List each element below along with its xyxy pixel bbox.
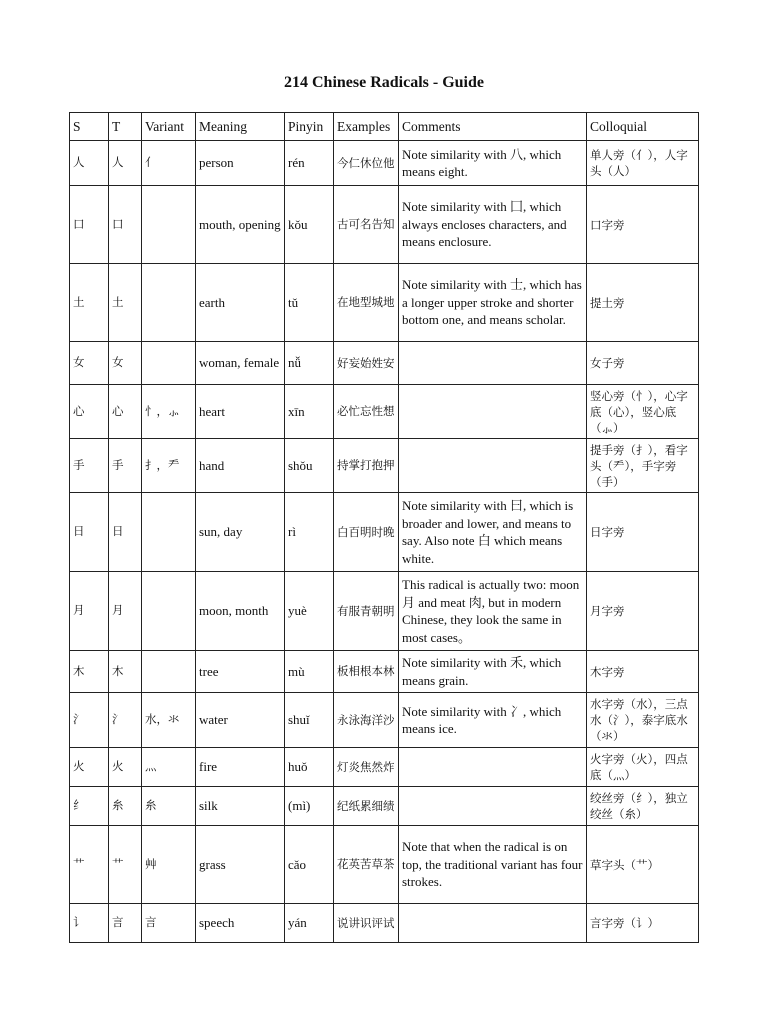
- colloquial-cell: 火字旁（火），四点底（灬）: [587, 748, 699, 787]
- meaning-cell: moon, month: [196, 572, 285, 651]
- variant-cell: [142, 572, 196, 651]
- examples-cell: 必忙忘性想: [334, 385, 399, 439]
- examples-cell: 纪纸累细绩: [334, 787, 399, 826]
- table-row: [70, 493, 699, 572]
- pinyin-cell: kǒu: [285, 186, 334, 264]
- table-row: [70, 186, 699, 264]
- traditional-cell: 氵: [109, 693, 142, 748]
- examples-cell: 有服青朝明: [334, 572, 399, 651]
- traditional-cell: 人: [109, 141, 142, 186]
- traditional-cell: 木: [109, 651, 142, 693]
- variant-cell: 灬: [142, 748, 196, 787]
- meaning-cell: mouth, opening: [196, 186, 285, 264]
- simplified-cell: 土: [70, 264, 109, 342]
- traditional-cell: 火: [109, 748, 142, 787]
- header-pinyin: Pinyin: [285, 113, 334, 141]
- table-row: [70, 904, 699, 943]
- header-s: S: [70, 113, 109, 141]
- simplified-cell: 月: [70, 572, 109, 651]
- variant-cell: [142, 493, 196, 572]
- examples-cell: 灯炎焦然炸: [334, 748, 399, 787]
- variant-cell: 糸: [142, 787, 196, 826]
- comments-cell: This radical is actually two: moon 月 and meat 肉, but in modern Chinese, they look the same in most cases。: [399, 572, 587, 651]
- pinyin-cell: rén: [285, 141, 334, 186]
- pinyin-cell: huǒ: [285, 748, 334, 787]
- colloquial-cell: 提土旁: [587, 264, 699, 342]
- colloquial-cell: 单人旁（亻），人字头（人）: [587, 141, 699, 186]
- table-row: [70, 572, 699, 651]
- comments-cell: [399, 385, 587, 439]
- header-t: T: [109, 113, 142, 141]
- traditional-cell: 心: [109, 385, 142, 439]
- colloquial-cell: 日字旁: [587, 493, 699, 572]
- comments-cell: Note similarity with 禾, which means grain.: [399, 651, 587, 693]
- pinyin-cell: xīn: [285, 385, 334, 439]
- pinyin-cell: mù: [285, 651, 334, 693]
- header-row: [70, 113, 699, 141]
- pinyin-cell: tǔ: [285, 264, 334, 342]
- examples-cell: 永泳海洋沙: [334, 693, 399, 748]
- comments-cell: Note similarity with 冫, which means ice.: [399, 693, 587, 748]
- header-meaning: Meaning: [196, 113, 285, 141]
- variant-cell: [142, 186, 196, 264]
- pinyin-cell: shuǐ: [285, 693, 334, 748]
- traditional-cell: 言: [109, 904, 142, 943]
- colloquial-cell: 提手旁（扌），看字头（龵），手字旁（手）: [587, 439, 699, 493]
- meaning-cell: grass: [196, 826, 285, 904]
- table-row: [70, 342, 699, 385]
- meaning-cell: earth: [196, 264, 285, 342]
- simplified-cell: 口: [70, 186, 109, 264]
- traditional-cell: 月: [109, 572, 142, 651]
- meaning-cell: hand: [196, 439, 285, 493]
- table-row: [70, 748, 699, 787]
- simplified-cell: 人: [70, 141, 109, 186]
- header-comments: Comments: [399, 113, 587, 141]
- table-row: [70, 385, 699, 439]
- simplified-cell: 纟: [70, 787, 109, 826]
- simplified-cell: 心: [70, 385, 109, 439]
- colloquial-cell: 木字旁: [587, 651, 699, 693]
- header-variant: Variant: [142, 113, 196, 141]
- radicals-table: [69, 112, 699, 943]
- pinyin-cell: yuè: [285, 572, 334, 651]
- table-row: [70, 264, 699, 342]
- colloquial-cell: 草字头（艹）: [587, 826, 699, 904]
- examples-cell: 板相根本林: [334, 651, 399, 693]
- meaning-cell: woman, female: [196, 342, 285, 385]
- simplified-cell: 日: [70, 493, 109, 572]
- simplified-cell: 火: [70, 748, 109, 787]
- examples-cell: 在地型城地: [334, 264, 399, 342]
- variant-cell: [142, 264, 196, 342]
- simplified-cell: 手: [70, 439, 109, 493]
- variant-cell: [142, 342, 196, 385]
- simplified-cell: 氵: [70, 693, 109, 748]
- variant-cell: [142, 651, 196, 693]
- variant-cell: 忄，⺗: [142, 385, 196, 439]
- colloquial-cell: 月字旁: [587, 572, 699, 651]
- table-row: [70, 787, 699, 826]
- table-row: [70, 651, 699, 693]
- colloquial-cell: 口字旁: [587, 186, 699, 264]
- meaning-cell: speech: [196, 904, 285, 943]
- simplified-cell: 木: [70, 651, 109, 693]
- pinyin-cell: rì: [285, 493, 334, 572]
- comments-cell: [399, 748, 587, 787]
- colloquial-cell: 水字旁（水），三点水（氵），泰字底水（氺）: [587, 693, 699, 748]
- colloquial-cell: 言字旁（讠）: [587, 904, 699, 943]
- pinyin-cell: nǚ: [285, 342, 334, 385]
- comments-cell: Note similarity with 士, which has a longer upper stroke and shorter bottom one, and means scholar.: [399, 264, 587, 342]
- traditional-cell: 口: [109, 186, 142, 264]
- examples-cell: 好妄始姓安: [334, 342, 399, 385]
- variant-cell: 水，氺: [142, 693, 196, 748]
- pinyin-cell: cǎo: [285, 826, 334, 904]
- comments-cell: Note similarity with 八, which means eight.: [399, 141, 587, 186]
- examples-cell: 白百明时晚: [334, 493, 399, 572]
- meaning-cell: fire: [196, 748, 285, 787]
- comments-cell: [399, 439, 587, 493]
- meaning-cell: tree: [196, 651, 285, 693]
- comments-cell: [399, 342, 587, 385]
- colloquial-cell: 女子旁: [587, 342, 699, 385]
- examples-cell: 说讲识评试: [334, 904, 399, 943]
- table-row: [70, 141, 699, 186]
- examples-cell: 花英苦草茶: [334, 826, 399, 904]
- colloquial-cell: 绞丝旁（纟），独立绞丝（糸）: [587, 787, 699, 826]
- variant-cell: 扌，龵: [142, 439, 196, 493]
- comments-cell: Note similarity with 曰, which is broader and lower, and means to say. Also note 白 which means white.: [399, 493, 587, 572]
- table-row: [70, 693, 699, 748]
- comments-cell: Note similarity with 囗, which always encloses characters, and means enclosure.: [399, 186, 587, 264]
- variant-cell: 言: [142, 904, 196, 943]
- variant-cell: 亻: [142, 141, 196, 186]
- table-row: [70, 439, 699, 493]
- meaning-cell: person: [196, 141, 285, 186]
- table-row: [70, 826, 699, 904]
- traditional-cell: 女: [109, 342, 142, 385]
- variant-cell: 艸: [142, 826, 196, 904]
- meaning-cell: water: [196, 693, 285, 748]
- traditional-cell: 土: [109, 264, 142, 342]
- simplified-cell: 艹: [70, 826, 109, 904]
- colloquial-cell: 竖心旁（忄），心字底（心），竖心底（⺗）: [587, 385, 699, 439]
- traditional-cell: 艹: [109, 826, 142, 904]
- meaning-cell: sun, day: [196, 493, 285, 572]
- pinyin-cell: shǒu: [285, 439, 334, 493]
- examples-cell: 今仁休位他: [334, 141, 399, 186]
- examples-cell: 古可名告知: [334, 186, 399, 264]
- comments-cell: Note that when the radical is on top, the traditional variant has four strokes.: [399, 826, 587, 904]
- comments-cell: [399, 787, 587, 826]
- traditional-cell: 手: [109, 439, 142, 493]
- traditional-cell: 日: [109, 493, 142, 572]
- meaning-cell: heart: [196, 385, 285, 439]
- header-colloquial: Colloquial: [587, 113, 699, 141]
- document-title: 214 Chinese Radicals - Guide: [283, 74, 484, 91]
- meaning-cell: silk: [196, 787, 285, 826]
- simplified-cell: 讠: [70, 904, 109, 943]
- pinyin-cell: yán: [285, 904, 334, 943]
- comments-cell: [399, 904, 587, 943]
- examples-cell: 持掌打抱押: [334, 439, 399, 493]
- traditional-cell: 糸: [109, 787, 142, 826]
- pinyin-cell: (mì): [285, 787, 334, 826]
- header-examples: Examples: [334, 113, 399, 141]
- simplified-cell: 女: [70, 342, 109, 385]
